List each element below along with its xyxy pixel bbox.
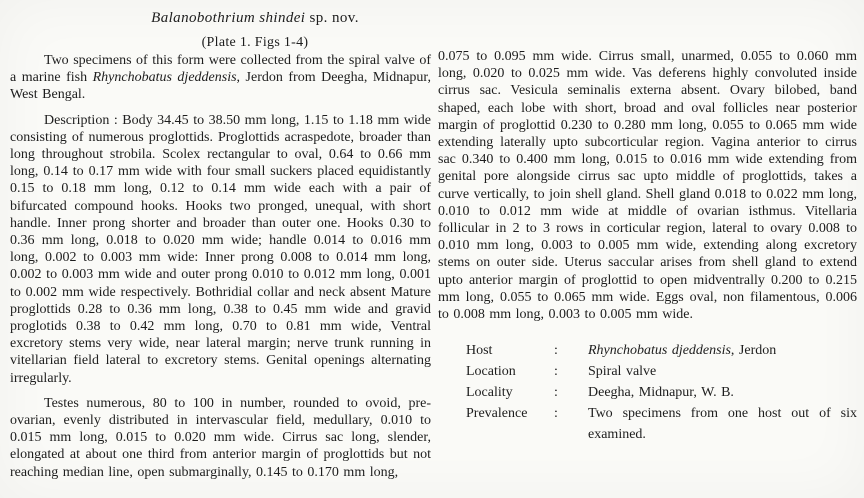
description-paragraph: Description : Body 34.45 to 38.50 mm long, 1.15 to 1.18 mm wide consisting of numerous proglottids. Proglottids acraspedote, broader than long throughout strobila. Scolex rectangular to oval, 0.64 to 0.66 mm long, 0.14 to 0.17 mm wide with four small suckers placed equidistantly 0.15 to 0.18 mm long, 0.12 to 0.14 mm wide each with a pair of bifurcated compound hooks. Hooks two pronged, unequal, with short handle. Inner prong shorter and broader than outer one. Hooks 0.30 to 0.36 mm long, 0.018 to 0.020 mm wide; handle 0.014 to 0.016 mm long, 0.002 to 0.003 mm wide: Inner prong 0.008 to 0.014 mm long, 0.002 to 0.003 mm wide and outer prong 0.010 to 0.012 mm long, 0.001 to 0.002 mm wide respectively. Bothridial collar and neck absent Mature proglottids 0.28 to 0.36 mm long, 0.38 to 0.45 mm wide and gravid proglotids 0.38 to 0.42 mm long, 0.70 to 0.81 mm wide, Ventral excretory stems very wide, near lateral margin; nerve trunk running in vitellarian field lateral to excretory stems. Genital openings alternating irregularly. bbox=[10, 112, 431, 386]
row-separator: : bbox=[554, 364, 558, 380]
details-table bbox=[438, 340, 857, 445]
species-name: Balanobothrium shindei bbox=[151, 10, 306, 26]
table-row-locality bbox=[466, 382, 857, 403]
host-species-value: Rhynchobatus djeddensis bbox=[588, 343, 731, 359]
row-label: Prevalence bbox=[466, 406, 528, 422]
host-species-name: Rhynchobatus djeddensis bbox=[92, 70, 237, 86]
plate-reference: (Plate 1. Figs 1-4) bbox=[201, 35, 309, 50]
table-row-prevalence bbox=[466, 403, 857, 445]
left-column bbox=[10, 52, 431, 481]
page-title bbox=[55, 10, 455, 27]
row-separator: : bbox=[554, 343, 558, 359]
row-separator: : bbox=[554, 385, 558, 401]
host-author-value: , Jerdon bbox=[730, 343, 777, 359]
row-value: Two specimens from one host out of six examined. bbox=[588, 406, 857, 443]
row-value: Deegha, Midnapur, W. B. bbox=[588, 385, 734, 401]
table-row-host bbox=[466, 340, 857, 361]
table-row-location bbox=[466, 361, 857, 382]
right-column bbox=[438, 48, 857, 445]
row-value: Spiral valve bbox=[588, 364, 657, 380]
testes-paragraph: Testes numerous, 80 to 100 in number, rounded to ovoid, pre-ovarian, evenly distributed in intervascular field, medullary, 0.010 to 0.015 mm long, 0.015 to 0.020 mm wide. Cirrus sac long, slender, elongated at about one third from anterior margin of proglottids but not reaching median line, open submarginally, 0.145 to 0.170 mm long, bbox=[10, 395, 431, 480]
intro-paragraph bbox=[10, 52, 431, 104]
species-suffix: sp. nov. bbox=[305, 10, 359, 26]
section-heading bbox=[55, 10, 455, 51]
row-label: Location bbox=[466, 364, 516, 380]
intro-text-after: , Jerdon from Deegha, Midnapur, West Bengal. bbox=[10, 70, 432, 103]
row-value bbox=[588, 340, 857, 361]
row-label: Locality bbox=[466, 385, 513, 401]
continuation-paragraph: 0.075 to 0.095 mm wide. Cirrus small, unarmed, 0.055 to 0.060 mm long, 0.020 to 0.025 mm wide. Vas deferens highly convoluted inside cirrus sac. Vesicula seminalis externa absent. Ovary bilobed, band shaped, each lobe with short, broad and oval follicles near posterior margin of proglottid 0.230 to 0.280 mm long, 0.055 to 0.065 mm wide extending laterally upto subcorticular region. Vagina anterior to cirrus sac 0.340 to 0.400 mm long, 0.015 to 0.016 mm wide extending from genital pore alongside cirrus sac upto middle of proglottids, takes a curve vertically, to join shell gland. Shell gland 0.018 to 0.022 mm long, 0.010 to 0.012 mm wide at middle of ovarian isthmus. Vitellaria follicular in 2 to 3 rows in corticular region, lateral to ovary 0.008 to 0.010 mm long, 0.003 to 0.005 mm wide, extending along excretory stems on outer side. Uterus saccular arises from shell gland to extend upto anterior margin of proglottid to open midventrally 0.200 to 0.215 mm long, 0.055 to 0.065 mm wide. Eggs oval, non filamentous, 0.006 to 0.008 mm long, 0.003 to 0.005 mm wide. bbox=[438, 49, 857, 323]
row-label: Host bbox=[466, 343, 493, 359]
row-separator: : bbox=[554, 406, 558, 422]
intro-text-before: Two specimens of this form were collected from the spiral valve of a marine fish bbox=[10, 53, 431, 86]
